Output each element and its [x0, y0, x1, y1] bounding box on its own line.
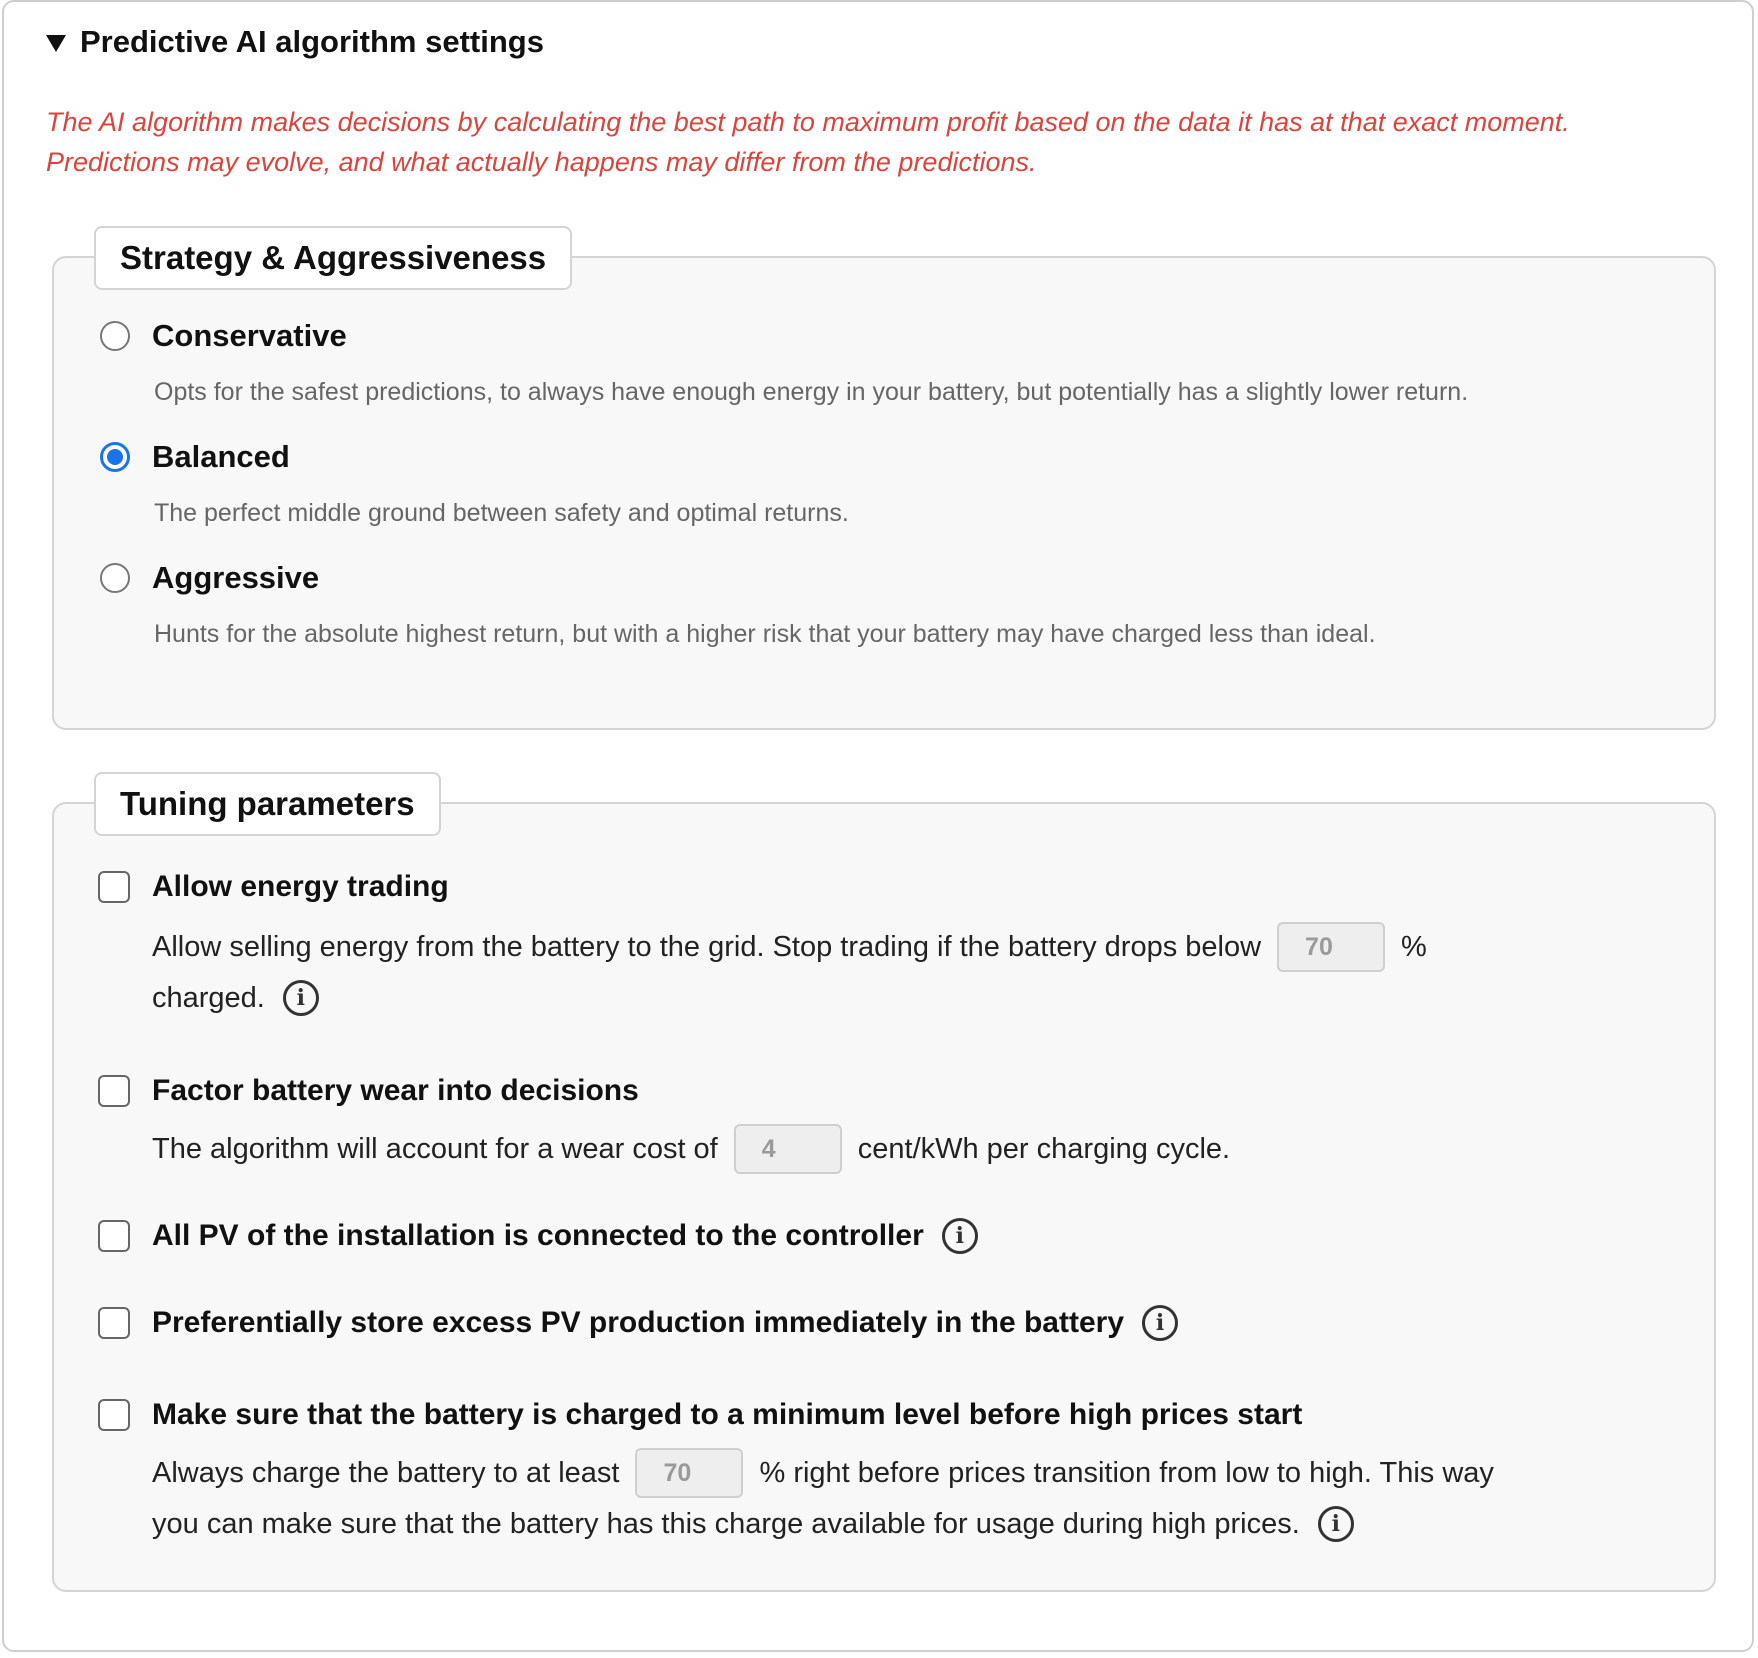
energy-trading-text-2: charged. [152, 981, 265, 1014]
strategy-fieldset [52, 239, 1716, 730]
battery-wear-unit: cent/kWh per charging cycle. [857, 1132, 1231, 1165]
settings-panel [2, 0, 1754, 1652]
battery-wear-text: The algorithm will account for a wear cost of [152, 1132, 718, 1165]
ai-disclaimer [46, 102, 1706, 182]
option-label-balanced: Balanced [152, 439, 290, 474]
min-level-description [152, 1448, 1494, 1498]
strategy-legend: Strategy & Aggressiveness [94, 226, 572, 290]
option-description-conservative: Opts for the safest predictions, to always have enough energy in your battery, but potentially has a slightly lower return. [154, 378, 1469, 406]
all-pv-checkbox[interactable] [98, 1220, 130, 1252]
all-pv-label: All PV of the installation is connected to the controller [152, 1219, 924, 1252]
min-level-checkbox[interactable] [98, 1399, 130, 1431]
info-icon[interactable]: i [1142, 1305, 1178, 1341]
info-icon[interactable]: i [283, 980, 319, 1016]
min-level-description-line-2 [152, 1506, 1354, 1542]
energy-trading-threshold-input[interactable] [1277, 922, 1385, 972]
energy-trading-option[interactable] [98, 870, 449, 904]
disclaimer-line-2: Predictions may evolve, and what actually happens may differ from the predictions. [46, 147, 1037, 177]
battery-wear-cost-input[interactable] [734, 1124, 842, 1174]
energy-trading-text: Allow selling energy from the battery to the grid. Stop trading if the battery drops below [152, 930, 1262, 963]
min-level-text: Always charge the battery to at least [152, 1456, 620, 1489]
energy-trading-description-line-2 [152, 980, 319, 1016]
energy-trading-unit: % [1401, 930, 1427, 963]
min-level-text-after: % right before prices transition from low to high. This way [759, 1456, 1494, 1489]
disclaimer-line-1: The AI algorithm makes decisions by calculating the best path to maximum profit based on the data it has at that exact moment. [46, 107, 1570, 137]
battery-wear-checkbox[interactable] [98, 1075, 130, 1107]
min-level-text-2: you can make sure that the battery has this charge available for usage during high prices. [152, 1507, 1300, 1540]
info-icon[interactable]: i [942, 1218, 978, 1254]
tuning-legend: Tuning parameters [94, 772, 441, 836]
battery-wear-description [152, 1124, 1230, 1174]
option-conservative[interactable] [100, 318, 347, 354]
battery-wear-option[interactable] [98, 1074, 639, 1108]
energy-trading-checkbox[interactable] [98, 871, 130, 903]
min-level-percent-input[interactable] [635, 1448, 743, 1498]
info-icon[interactable]: i [1318, 1506, 1354, 1542]
radio-balanced[interactable] [100, 442, 130, 472]
battery-wear-label: Factor battery wear into decisions [152, 1074, 639, 1107]
option-label-conservative: Conservative [152, 318, 347, 353]
store-excess-option[interactable] [98, 1305, 1178, 1341]
min-level-option[interactable] [98, 1398, 1302, 1432]
all-pv-option[interactable] [98, 1218, 978, 1254]
option-description-aggressive: Hunts for the absolute highest return, but with a higher risk that your battery may have charged less than ideal. [154, 620, 1376, 648]
energy-trading-label: Allow energy trading [152, 870, 449, 903]
settings-title: Predictive AI algorithm settings [80, 24, 544, 59]
min-level-label: Make sure that the battery is charged to a minimum level before high prices start [152, 1398, 1303, 1431]
option-aggressive[interactable] [100, 560, 319, 596]
option-description-balanced: The perfect middle ground between safety and optimal returns. [154, 499, 849, 527]
radio-aggressive[interactable] [100, 563, 130, 593]
radio-conservative[interactable] [100, 321, 130, 351]
triangle-down-icon [46, 35, 66, 52]
store-excess-checkbox[interactable] [98, 1307, 130, 1339]
option-balanced[interactable] [100, 439, 290, 475]
option-label-aggressive: Aggressive [152, 560, 320, 595]
tuning-fieldset [52, 785, 1716, 1592]
energy-trading-description [152, 922, 1427, 972]
store-excess-label: Preferentially store excess PV production immediately in the battery [152, 1306, 1124, 1339]
settings-summary-toggle[interactable] [46, 24, 544, 60]
